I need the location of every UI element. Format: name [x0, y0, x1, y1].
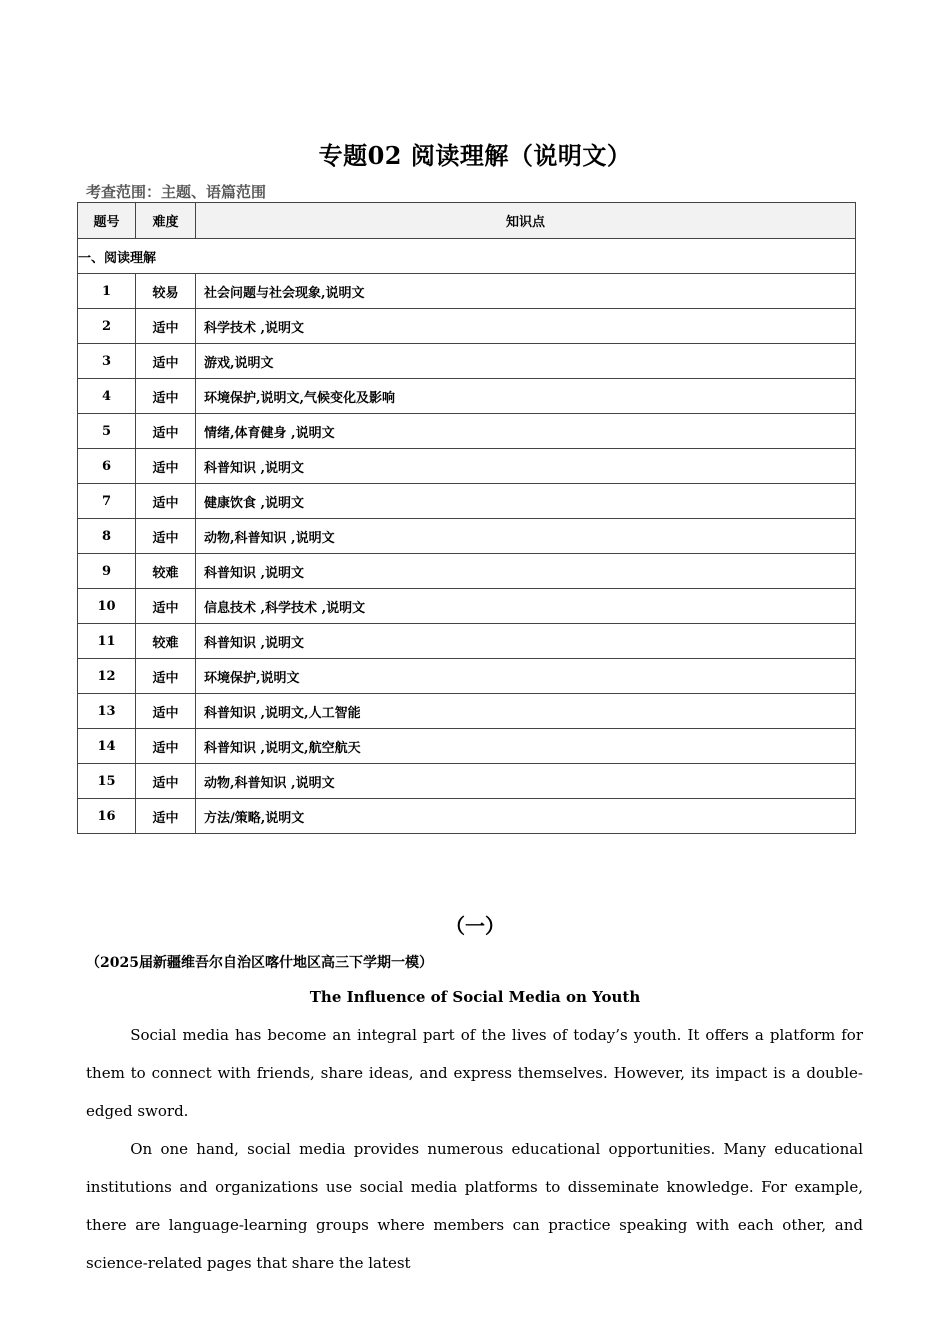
row-difficulty: 适中	[136, 379, 196, 414]
row-knowledge-point: 方法/策略,说明文	[196, 799, 856, 834]
row-difficulty: 适中	[136, 764, 196, 799]
row-number: 1	[78, 274, 136, 309]
article-body	[86, 1016, 863, 1282]
paragraph: On one hand, social media provides numerous educational opportunities. Many educational institutions and organizations use social media platforms to disseminate knowledge. For example, there are language-learning groups where members can practice speaking with each other, and science-related pages that share the latest	[86, 1140, 863, 1272]
row-difficulty: 较易	[136, 274, 196, 309]
row-number: 16	[78, 799, 136, 834]
row-number: 5	[78, 414, 136, 449]
topic-table	[77, 202, 856, 834]
table-row	[78, 519, 856, 554]
row-knowledge-point: 健康饮食 ,说明文	[196, 484, 856, 519]
row-difficulty: 适中	[136, 309, 196, 344]
passage-source: （2025届新疆维吾尔自治区喀什地区高三下学期一模）	[86, 955, 433, 971]
passage-number: （一）	[445, 914, 505, 938]
row-difficulty: 适中	[136, 729, 196, 764]
scope-label: 考查范围：主题、语篇范围	[86, 183, 267, 201]
row-number: 8	[78, 519, 136, 554]
header-number: 题号	[78, 203, 136, 239]
row-number: 13	[78, 694, 136, 729]
table-row	[78, 554, 856, 589]
table-row	[78, 624, 856, 659]
row-difficulty: 适中	[136, 449, 196, 484]
table-row	[78, 799, 856, 834]
row-difficulty: 适中	[136, 414, 196, 449]
table-row	[78, 694, 856, 729]
table-row	[78, 659, 856, 694]
row-number: 7	[78, 484, 136, 519]
row-knowledge-point: 科普知识 ,说明文,航空航天	[196, 729, 856, 764]
row-difficulty: 较难	[136, 554, 196, 589]
row-knowledge-point: 游戏,说明文	[196, 344, 856, 379]
section-row	[78, 239, 856, 274]
row-number: 6	[78, 449, 136, 484]
row-number: 3	[78, 344, 136, 379]
row-knowledge-point: 科学技术 ,说明文	[196, 309, 856, 344]
row-number: 10	[78, 589, 136, 624]
row-number: 2	[78, 309, 136, 344]
row-difficulty: 适中	[136, 344, 196, 379]
row-knowledge-point: 动物,科普知识 ,说明文	[196, 519, 856, 554]
table-row	[78, 449, 856, 484]
table-header-row	[78, 203, 856, 239]
row-difficulty: 适中	[136, 519, 196, 554]
row-number: 9	[78, 554, 136, 589]
paragraph: Social media has become an integral part of the lives of today’s youth. It offers a platform for them to connect with friends, share ideas, and express themselves. However, its impact is a double-edged sword.	[86, 1026, 863, 1120]
row-knowledge-point: 环境保护,说明文	[196, 659, 856, 694]
row-knowledge-point: 信息技术 ,科学技术 ,说明文	[196, 589, 856, 624]
row-difficulty: 适中	[136, 799, 196, 834]
row-knowledge-point: 科普知识 ,说明文	[196, 624, 856, 659]
section-label: 一、阅读理解	[78, 239, 856, 274]
table-row	[78, 729, 856, 764]
table-row	[78, 414, 856, 449]
row-knowledge-point: 环境保护,说明文,气候变化及影响	[196, 379, 856, 414]
row-difficulty: 适中	[136, 694, 196, 729]
table-row	[78, 484, 856, 519]
row-number: 14	[78, 729, 136, 764]
table-row	[78, 589, 856, 624]
row-difficulty: 较难	[136, 624, 196, 659]
row-number: 12	[78, 659, 136, 694]
table-row	[78, 764, 856, 799]
row-knowledge-point: 科普知识 ,说明文	[196, 554, 856, 589]
row-knowledge-point: 科普知识 ,说明文,人工智能	[196, 694, 856, 729]
row-difficulty: 适中	[136, 589, 196, 624]
table-row	[78, 274, 856, 309]
page-title: 专题02 阅读理解（说明文）	[318, 141, 632, 170]
row-number: 4	[78, 379, 136, 414]
row-difficulty: 适中	[136, 659, 196, 694]
header-difficulty: 难度	[136, 203, 196, 239]
table-row	[78, 309, 856, 344]
table-row	[78, 379, 856, 414]
row-knowledge-point: 情绪,体育健身 ,说明文	[196, 414, 856, 449]
row-difficulty: 适中	[136, 484, 196, 519]
row-number: 15	[78, 764, 136, 799]
row-number: 11	[78, 624, 136, 659]
row-knowledge-point: 社会问题与社会现象,说明文	[196, 274, 856, 309]
header-knowledge-point: 知识点	[196, 203, 856, 239]
article-title: The Influence of Social Media on Youth	[309, 988, 641, 1006]
row-knowledge-point: 科普知识 ,说明文	[196, 449, 856, 484]
row-knowledge-point: 动物,科普知识 ,说明文	[196, 764, 856, 799]
table-row	[78, 344, 856, 379]
